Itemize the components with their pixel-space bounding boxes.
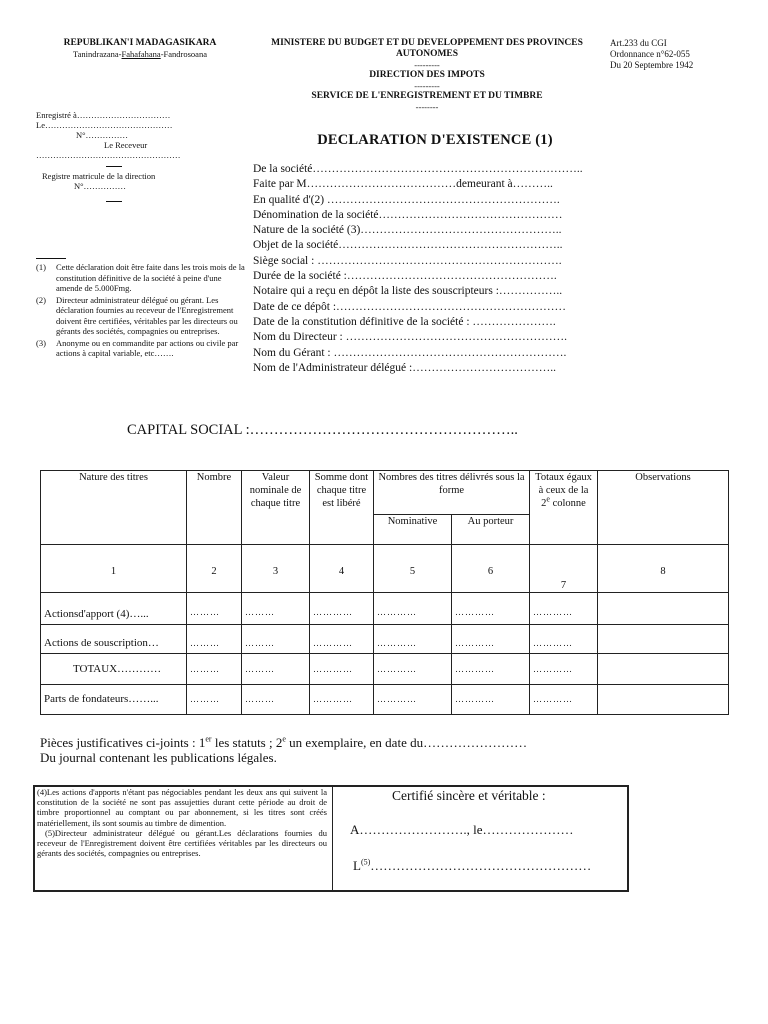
- field-objet[interactable]: Objet de la société…………………………………………………..: [253, 239, 563, 252]
- row-actions-apport: Actionsd'apport (4)…...: [41, 592, 187, 624]
- footnote-1: [36, 262, 248, 294]
- cell-observations[interactable]: [598, 625, 729, 654]
- signature-prefix: L: [353, 858, 361, 873]
- registre-label: Registre matricule de la direction: [42, 171, 156, 181]
- cell-dots[interactable]: …………: [377, 693, 417, 704]
- cell-dots[interactable]: ………: [245, 693, 275, 704]
- footnote-3: [36, 338, 248, 359]
- header-nombres-delivres: [374, 471, 530, 515]
- row-actions-souscription: Actions de souscription…: [41, 625, 187, 654]
- footnote-4: (4)Les actions d'apports n'étant pas négociables pendant les deux ans qui suivent la constitution de la société ne sont pas assujetties durant cette période au droit de timbre proportionnel au comptant ou par abonnement, si les titres sont créés matériellement, ils sont soumis au timbre de dimention.: [37, 787, 327, 828]
- cell-dots[interactable]: …………: [455, 693, 495, 704]
- field-date-constitution[interactable]: Date de la constitution définitive de la société : ………………….: [253, 315, 556, 328]
- place-date-field[interactable]: A……………………., le…………………: [350, 822, 574, 837]
- cell-dots[interactable]: …………: [377, 607, 417, 618]
- cell-dots[interactable]: …………: [533, 663, 574, 674]
- pieces-text: un exemplaire, en date du……………………: [285, 735, 528, 750]
- pieces-sup: er: [205, 734, 212, 744]
- field-directeur[interactable]: Nom du Directeur : ………………………………………………….: [253, 331, 567, 344]
- cell-dots[interactable]: ………: [245, 663, 275, 674]
- cell-dots[interactable]: …………: [533, 607, 574, 618]
- republic-motto: [40, 49, 240, 59]
- pieces-line-1[interactable]: [40, 735, 740, 750]
- footnotes-bottom: [37, 787, 327, 858]
- motto-part-2: Fahafahana: [121, 49, 161, 59]
- row-parts-fondateurs: Parts de fondateurs……...: [41, 684, 187, 714]
- cell-dots[interactable]: ………: [245, 638, 275, 649]
- capital-social-field[interactable]: CAPITAL SOCIAL :………………………………………………..: [127, 422, 518, 438]
- signature-sup: (5): [360, 857, 371, 867]
- header-valeur: [242, 471, 310, 545]
- certifie-label: Certifié sincère et véritable :: [392, 788, 546, 803]
- header-nominative: [374, 515, 452, 544]
- header-text: Valeur nominale de chaque titre: [249, 472, 302, 509]
- footnote-number: (3): [36, 337, 46, 348]
- header-text: colonne: [549, 498, 586, 509]
- cell-dots[interactable]: …………: [455, 638, 495, 649]
- registration-block: [36, 110, 246, 202]
- header-porteur: [452, 515, 530, 544]
- receveur-label: Le Receveur: [104, 140, 148, 150]
- cell-dots[interactable]: ………: [190, 663, 220, 674]
- footnote-text: Directeur administrateur délégué ou gérant. Les déclaration fournies au receveur de l'Enregistrement doivent être certifiées, véritables par les directeurs ou gérants des sociétés, compagnies ou entreprises.: [56, 294, 238, 336]
- header-text: Observations: [635, 472, 691, 483]
- separator: --------: [415, 102, 439, 112]
- declaration-fields: [253, 162, 613, 376]
- ministry-title: MINISTERE DU BUDGET ET DU DEVELOPPEMENT DES PROVINCES AUTONOMES: [271, 38, 583, 59]
- cell-dots[interactable]: ………: [190, 693, 220, 704]
- col-number: 7: [530, 544, 598, 592]
- reference-date: Du 20 Septembre 1942: [610, 60, 694, 70]
- header-text: Nombre: [196, 472, 232, 483]
- pieces-sup: e: [282, 734, 286, 744]
- number-line: N°……………: [76, 130, 129, 140]
- footnote-text: Cette déclaration doit être faite dans les trois mois de la constitution définitive de la société à peine d'une amende de 5.000Fmg.: [56, 262, 245, 293]
- registre-number: N°……………: [74, 181, 127, 191]
- cell-observations[interactable]: [598, 654, 729, 684]
- direction-title: DIRECTION DES IMPOTS: [369, 70, 485, 80]
- notes-divider: [36, 258, 66, 259]
- cell-observations[interactable]: [598, 684, 729, 714]
- field-gerant[interactable]: Nom du Gérant : …………………………………………………….: [253, 346, 567, 359]
- reference-ordonnance: Ordonnance n°62-055: [610, 49, 690, 59]
- cell-dots[interactable]: ………: [190, 607, 220, 618]
- titles-table: [40, 470, 729, 715]
- cell-dots[interactable]: …………: [455, 607, 495, 618]
- short-divider: [106, 166, 122, 167]
- footnote-number: (1): [36, 262, 46, 272]
- header-text: Somme dont chaque titre est libéré: [314, 472, 369, 509]
- pieces-text: Pièces justificatives ci-joints : 1: [40, 735, 206, 750]
- reference-article: Art.233 du CGI: [610, 38, 667, 48]
- header-totaux: [530, 471, 598, 545]
- col-number: 2: [187, 544, 242, 592]
- footnote-number: (2): [36, 294, 46, 305]
- field-duree[interactable]: Durée de la société :……………………………………………….: [253, 270, 557, 283]
- cell-dots[interactable]: …………: [313, 607, 353, 618]
- service-title: SERVICE DE L'ENREGISTREMENT ET DU TIMBRE: [311, 91, 543, 101]
- field-nature[interactable]: Nature de la société (3)……………………………………………..: [253, 224, 562, 237]
- header-text: Nombres des titres délivrés sous la forme: [378, 472, 525, 496]
- republic-title: REPUBLIKAN'I MADAGASIKARA: [63, 38, 217, 48]
- field-societe[interactable]: De la société……………………………………………………………..: [253, 163, 583, 175]
- header-sup: e: [546, 494, 550, 504]
- declaration-title: DECLARATION D'EXISTENCE (1): [317, 132, 553, 148]
- field-administrateur[interactable]: Nom de l'Administrateur délégué :………………………………..: [253, 361, 556, 374]
- col-number: 5: [374, 544, 452, 592]
- short-divider: [106, 201, 122, 202]
- pieces-line-2: Du journal contenant les publications légales.: [40, 750, 277, 765]
- pieces-justificatives: [40, 735, 740, 765]
- col-number: 1: [41, 544, 187, 592]
- signature-field[interactable]: [353, 858, 591, 874]
- field-date-depot[interactable]: Date de ce dépôt :……………………………………………………: [253, 300, 567, 313]
- cell-dots[interactable]: …………: [313, 638, 353, 649]
- field-siege[interactable]: Siège social : ……………………………………………………….: [253, 254, 562, 267]
- cell-dots[interactable]: …………: [533, 638, 574, 649]
- cell-dots[interactable]: …………: [377, 663, 417, 674]
- cell-dots[interactable]: ………: [245, 607, 275, 618]
- cell-dots[interactable]: …………: [377, 638, 417, 649]
- footnote-2: [36, 295, 248, 337]
- header-text: Nominative: [387, 516, 438, 528]
- cell-observations[interactable]: [598, 592, 729, 624]
- header-text: Au porteur: [467, 516, 514, 528]
- cell-dots[interactable]: ………: [190, 638, 220, 649]
- field-denomination[interactable]: Dénomination de la société…………………………………………: [253, 208, 563, 221]
- motto-part-1: Tanindrazana-: [73, 49, 122, 59]
- header-text: Totaux égaux à ceux de la 2: [535, 472, 592, 509]
- cell-dots[interactable]: …………: [313, 663, 353, 674]
- separator: ---------: [414, 81, 440, 91]
- header-nombre: [187, 471, 242, 545]
- col-number: 4: [310, 544, 374, 592]
- cell-dots[interactable]: …………: [533, 693, 574, 704]
- cell-dots[interactable]: …………: [313, 693, 353, 704]
- header-right: [610, 38, 730, 71]
- col-number: 8: [598, 544, 729, 592]
- field-notaire[interactable]: Notaire qui a reçu en dépôt la liste des souscripteurs :……………..: [253, 285, 563, 298]
- footnotes-left: [36, 262, 248, 360]
- header-text: Nature des titres: [79, 472, 148, 483]
- col-number: 3: [242, 544, 310, 592]
- header-left: [40, 38, 240, 59]
- header-observations: [598, 471, 729, 545]
- pieces-text: les statuts ; 2: [211, 735, 283, 750]
- field-faite-par[interactable]: Faite par M…………………………………demeurant à………..: [253, 178, 553, 191]
- receveur-dots: ……………………………………………: [36, 150, 181, 160]
- header-somme: [310, 471, 374, 545]
- row-totaux: TOTAUX…………: [41, 654, 187, 684]
- footnote-5: (5)Directeur administrateur délégué ou gérant.Les déclarations fournies du receveur de l'Enregistrement doivent être certifiées véritables par les directeurs ou gérants des sociétés, compagnies ou entreprises.: [37, 827, 327, 859]
- motto-part-3: -Fandrosoana: [160, 49, 207, 59]
- cell-dots[interactable]: …………: [455, 663, 495, 674]
- signature-dots: ……………………………………………: [370, 858, 592, 873]
- date-line: Le………………………………………: [36, 120, 173, 130]
- field-qualite[interactable]: En qualité d'(2) …………………………………………………….: [253, 193, 560, 206]
- header-nature: [41, 471, 187, 545]
- col-number: 6: [452, 544, 530, 592]
- separator: ---------: [414, 60, 440, 70]
- footnote-text: Anonyme ou en commandite par actions ou civile par actions à capital variable, etc…….: [56, 337, 239, 358]
- header-center: [262, 38, 592, 112]
- enregistre-line: Enregistré à……………………………: [36, 110, 171, 120]
